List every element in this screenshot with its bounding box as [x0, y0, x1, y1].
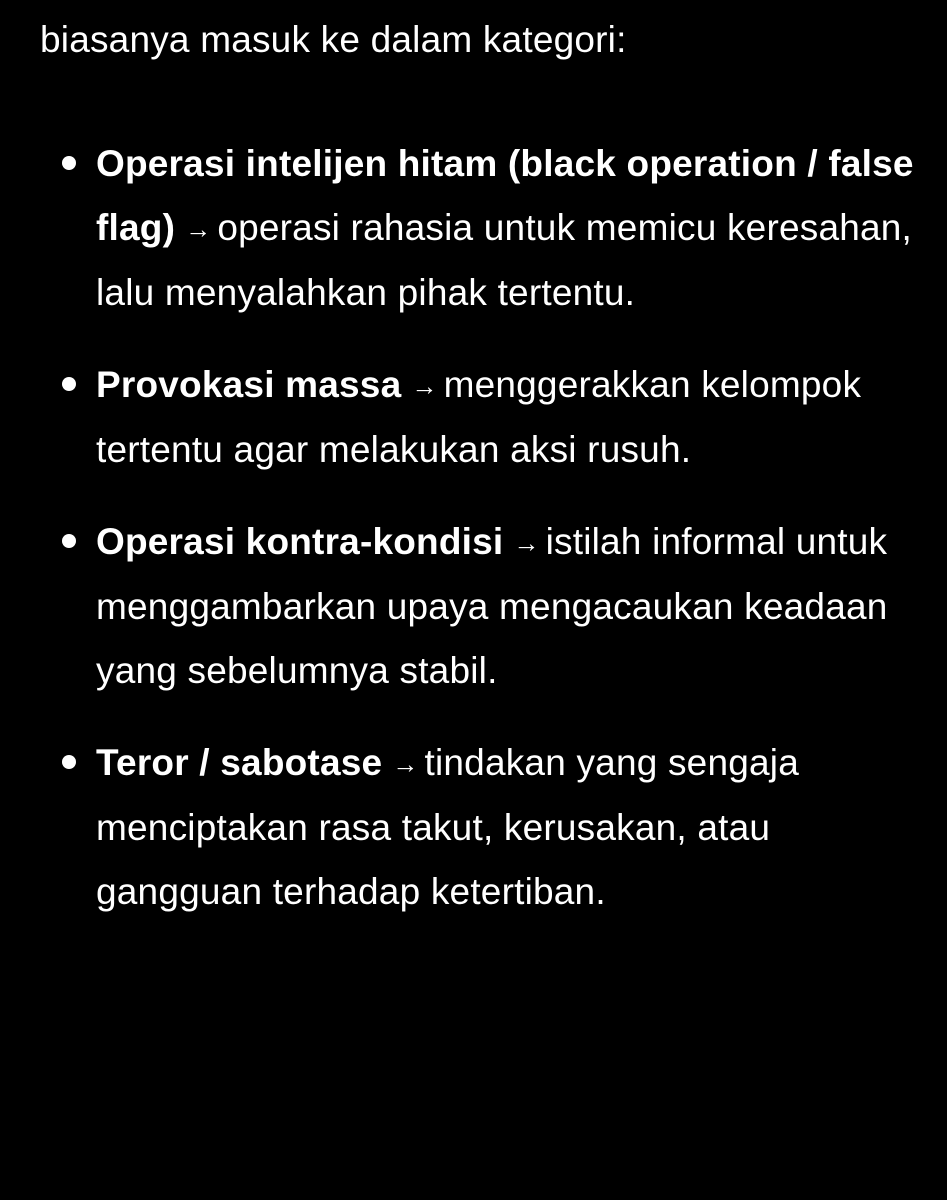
- arrow-right-icon: →: [513, 528, 540, 558]
- intro-text: biasanya masuk ke dalam kategori:: [40, 19, 627, 60]
- category-list: [0, 132, 947, 952]
- list-item: [0, 132, 947, 325]
- item-term: Provokasi massa: [96, 364, 402, 405]
- item-term: Operasi intelijen hitam (black operation / false flag): [96, 143, 914, 248]
- arrow-right-icon: →: [411, 371, 438, 401]
- item-term: Teror / sabotase: [96, 742, 383, 783]
- bullet-icon: [62, 534, 76, 548]
- bullet-icon: [62, 377, 76, 391]
- item-description: menggerakkan kelompok tertentu agar melakukan aksi rusuh.: [96, 364, 862, 470]
- item-description: operasi rahasia untuk memicu keresahan, lalu menyalahkan pihak tertentu.: [96, 207, 913, 313]
- item-term: Operasi kontra-kondisi: [96, 521, 504, 562]
- arrow-right-icon: →: [185, 214, 212, 244]
- item-description: istilah informal untuk menggambarkan upaya mengacaukan keadaan yang sebelumnya stabil.: [96, 521, 888, 691]
- list-item: [0, 731, 947, 924]
- list-item: [0, 353, 947, 482]
- bullet-icon: [62, 755, 76, 769]
- arrow-right-icon: →: [392, 749, 419, 779]
- bullet-icon: [62, 156, 76, 170]
- list-item: [0, 510, 947, 703]
- item-description: tindakan yang sengaja menciptakan rasa takut, kerusakan, atau gangguan terhadap ketertiban.: [96, 742, 799, 912]
